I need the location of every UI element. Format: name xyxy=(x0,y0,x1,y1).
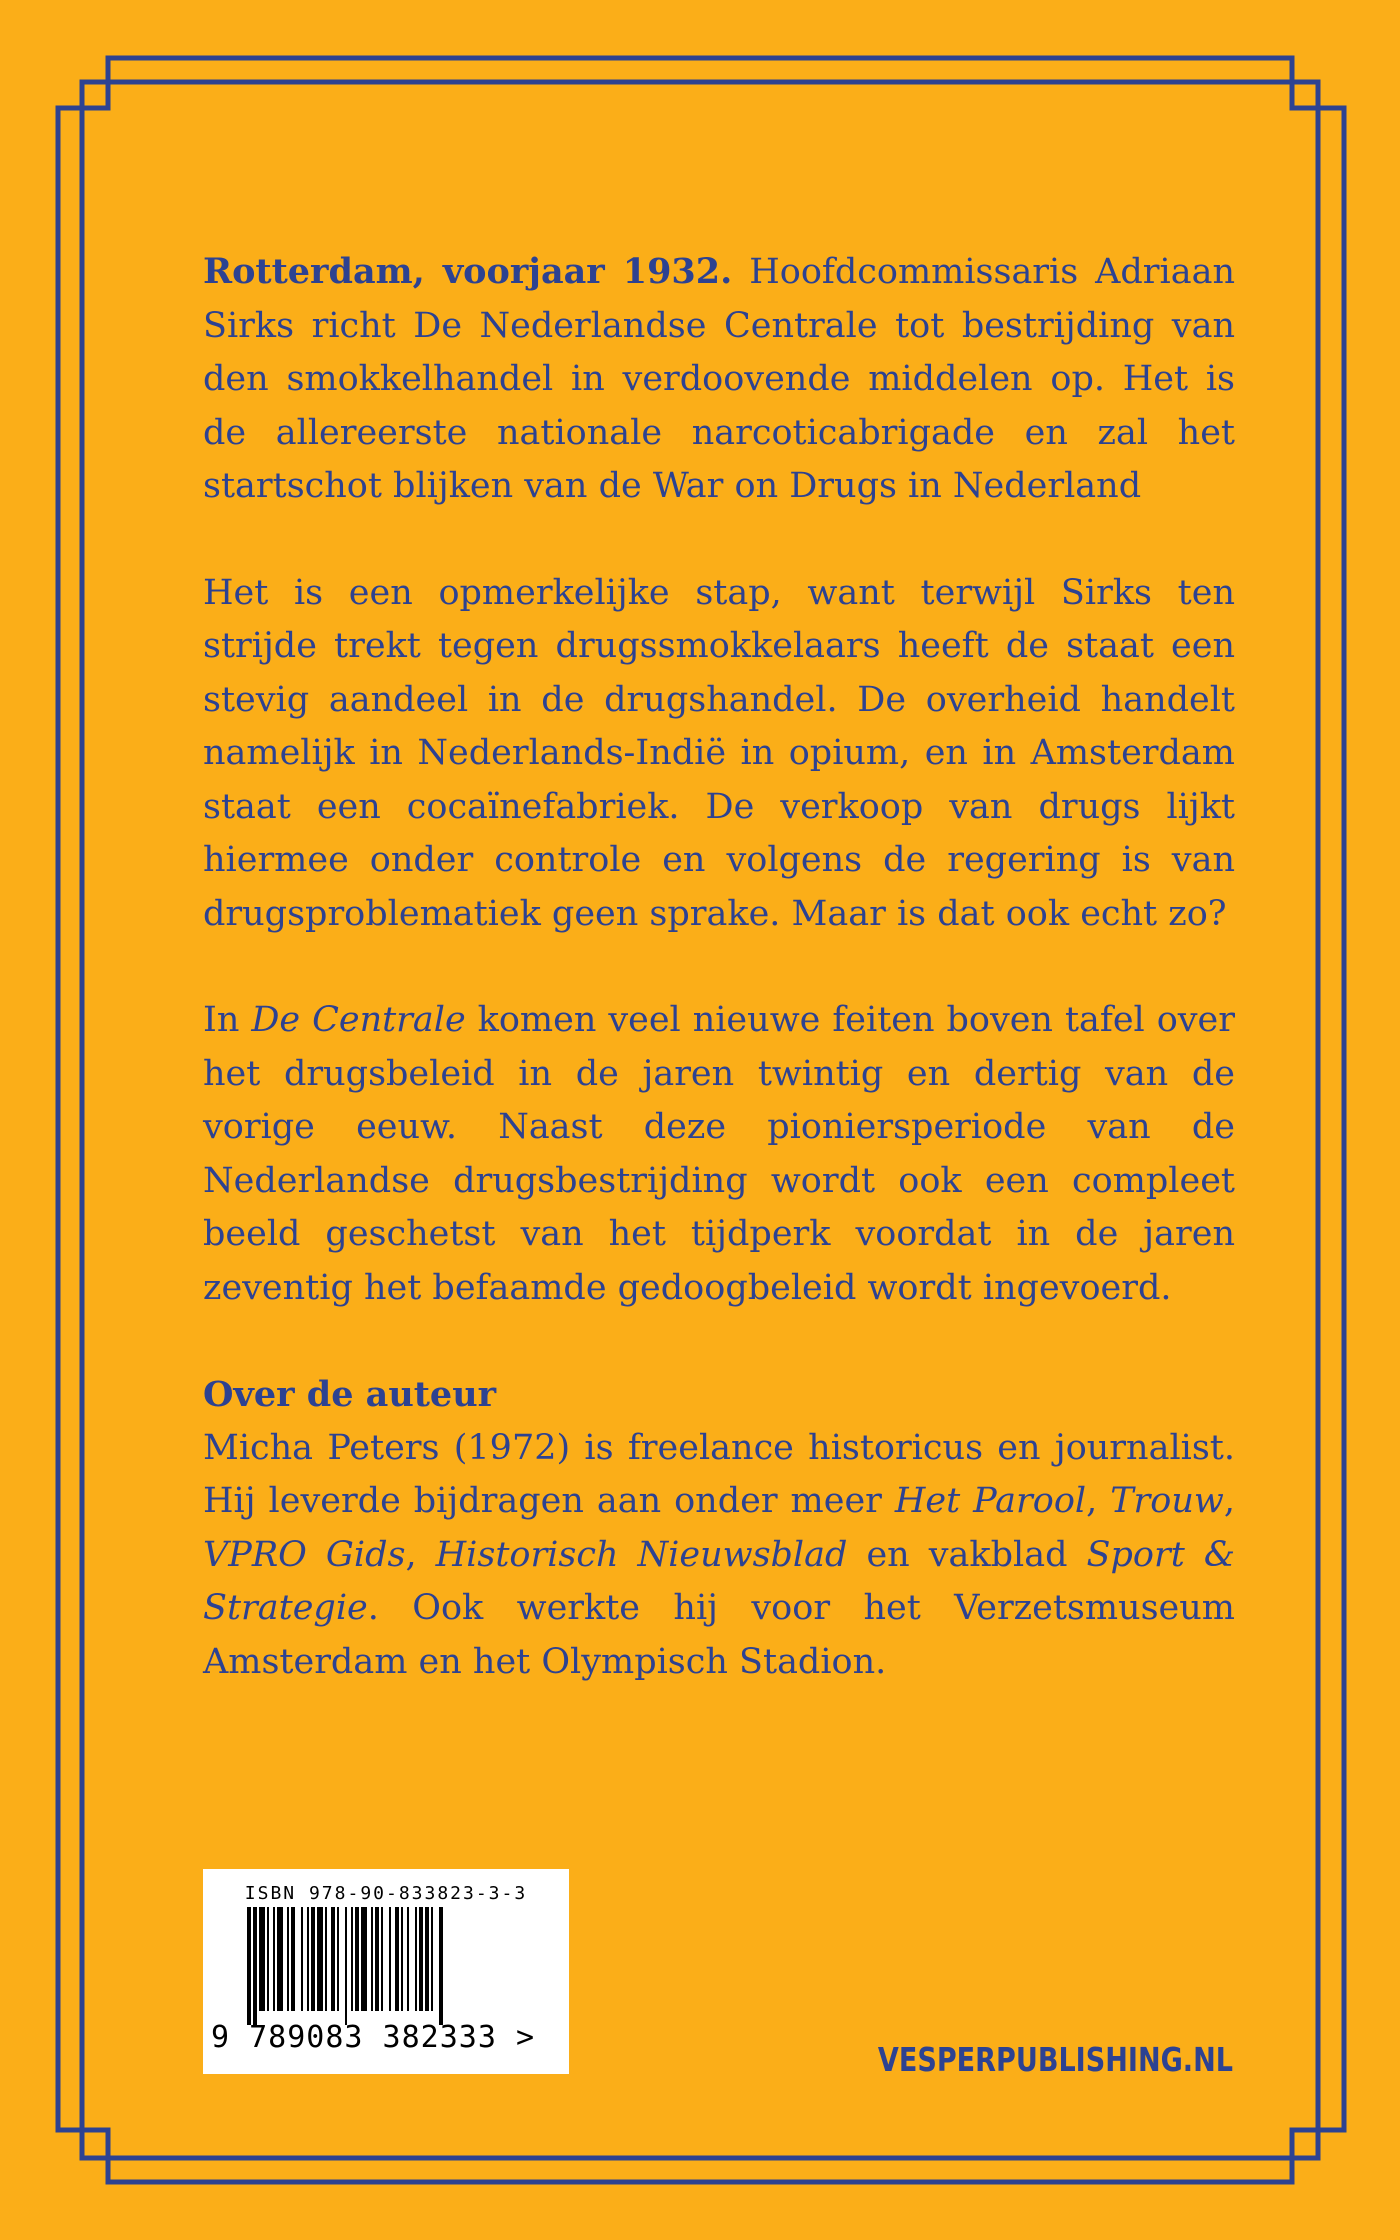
book-paragraph xyxy=(203,994,1235,1315)
context-paragraph: Het is een opmerkelijke stap, want terwijl Sirks ten strijde trekt tegen drugssmokkelaars heeft de staat een stevig aandeel in de drugshandel. De overheid handelt namelijk in Nederlands-Indië in opium, en in Amsterdam staat een cocaïnefabriek. De verkoop van drugs lijkt hiermee onder controle en volgens de regering is van drugsproblematiek geen sprake. Maar is dat ook echt zo? xyxy=(203,572,1235,934)
author-text: Micha Peters (1972) is freelance historicus en journalist. Hij leverde bijdragen aan onder meer xyxy=(203,1427,1235,1521)
about-author-paragraph xyxy=(203,1422,1235,1690)
publication-name: Sport & Strategie xyxy=(203,1534,1235,1628)
author-text: en vakblad xyxy=(847,1534,1087,1575)
publisher-website: VESPERPUBLISHING.NL xyxy=(877,2040,1233,2079)
book-text-pre: In xyxy=(203,1000,252,1040)
back-cover-text xyxy=(203,245,1235,1689)
author-text: . Ook werkte hij voor het Verzetsmuseum Amsterdam en het Olympisch Stadion. xyxy=(203,1588,1235,1682)
book-text-post: komen veel nieuwe feiten boven tafel over het drugsbeleid in de jaren twintig en dertig van de vorige eeuw. Naast deze pioniersperiode van de Nederlandse drugsbestrijding wordt ook een compleet beeld geschetst van het tijdperk voordat in de jaren zeventig het befaamde gedoogbeleid wordt ingevoerd. xyxy=(203,1000,1235,1308)
publication-name: Het Parool xyxy=(894,1481,1087,1521)
publication-name: VPRO Gids xyxy=(203,1534,406,1575)
publication-name: Historisch Nieuwsblad xyxy=(435,1534,848,1575)
barcode-digits: 9 789083 382333 > xyxy=(211,2020,536,2055)
intro-text: Hoofdcommissaris Adriaan Sirks richt De Nederlandse Centrale tot bestrijding van den smokkelhandel in verdoovende middelen op. Het is de allereerste nationale narcoticabrigade en zal het startschot blijken van de War on Drugs in Nederland xyxy=(203,252,1235,506)
book-title: De Centrale xyxy=(251,1000,466,1040)
publication-name: Trouw xyxy=(1110,1481,1224,1521)
author-text: , xyxy=(1086,1481,1111,1521)
intro-dateline: Rotterdam, voorjaar 1932. xyxy=(203,251,733,292)
isbn-barcode xyxy=(203,1869,569,2074)
about-author-heading: Over de auteur xyxy=(203,1374,497,1415)
intro-paragraph xyxy=(203,245,1235,514)
author-text: , xyxy=(405,1534,436,1575)
isbn-label: ISBN 978-90-833823-3-3 xyxy=(244,1883,528,1904)
author-text: , xyxy=(1223,1481,1235,1521)
